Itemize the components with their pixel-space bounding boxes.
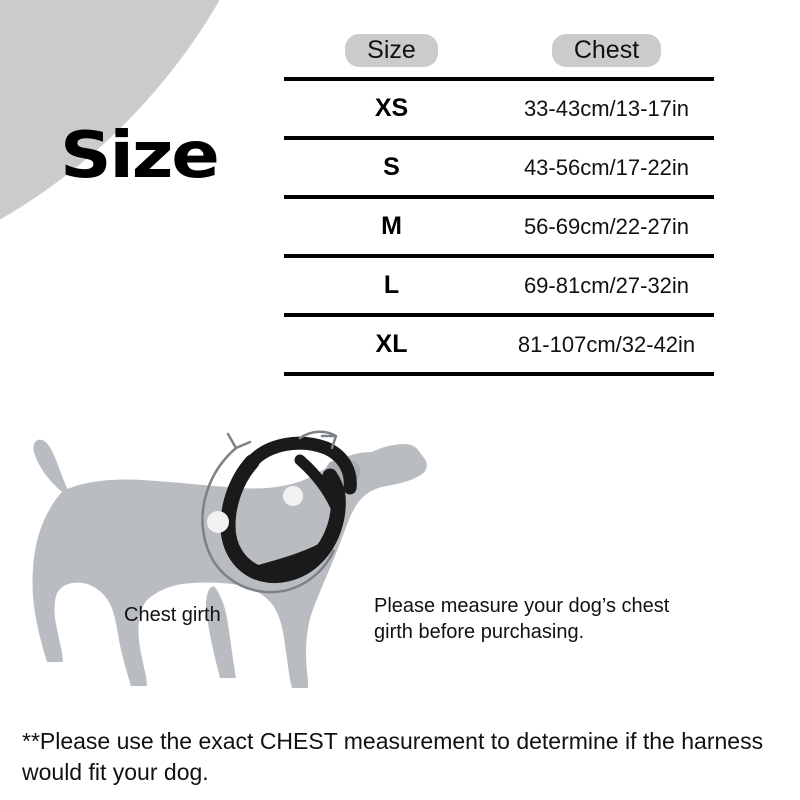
table-header-size: [284, 34, 499, 79]
chest-girth-label: Chest girth: [124, 604, 221, 626]
cell-chest: 33-43cm/13-17in: [499, 79, 714, 138]
size-table: [284, 34, 714, 376]
cell-size: XL: [284, 315, 499, 374]
table-row: [284, 256, 714, 315]
cell-size: M: [284, 197, 499, 256]
cell-size: S: [284, 138, 499, 197]
measure-note: Please measure your dog’s chest girth before purchasing.: [374, 595, 670, 643]
cell-chest: 81-107cm/32-42in: [499, 315, 714, 374]
dog-illustration: [0, 400, 800, 720]
cell-size: L: [284, 256, 499, 315]
page-title: Size: [60, 119, 218, 193]
header-pill-size: Size: [345, 34, 438, 67]
cell-chest: 43-56cm/17-22in: [499, 138, 714, 197]
table-row: [284, 79, 714, 138]
table-header-chest: [499, 34, 714, 79]
header-pill-chest: Chest: [552, 34, 661, 67]
cell-chest: 69-81cm/27-32in: [499, 256, 714, 315]
table-row: [284, 138, 714, 197]
dog-silhouette-icon: [33, 440, 427, 688]
size-chart: [284, 34, 714, 376]
table-header-row: [284, 34, 714, 79]
table-row: [284, 315, 714, 374]
table-row: [284, 197, 714, 256]
bottom-note: **Please use the exact CHEST measurement to determine if the harness would fit your dog.: [22, 728, 764, 786]
cell-chest: 56-69cm/22-27in: [499, 197, 714, 256]
cell-size: XS: [284, 79, 499, 138]
